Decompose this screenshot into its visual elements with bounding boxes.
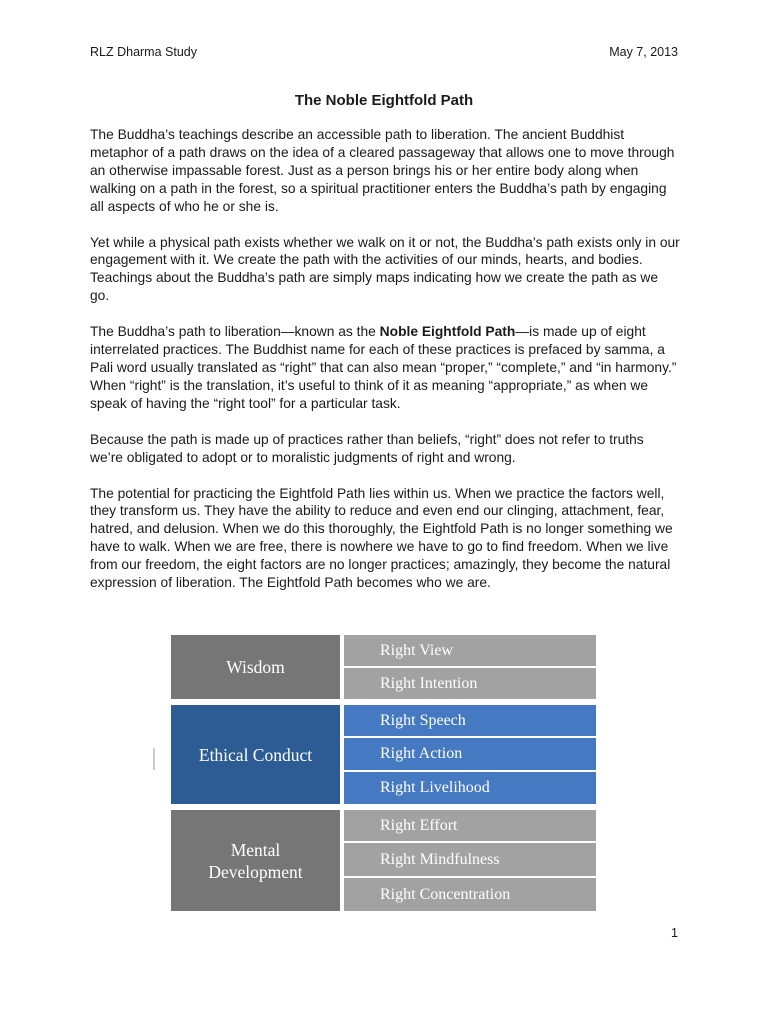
- page-header-left: RLZ Dharma Study: [90, 45, 197, 59]
- factor-label: Right Effort: [380, 816, 458, 834]
- factor-label: Right Intention: [380, 674, 478, 692]
- category-label: Wisdom: [226, 657, 285, 677]
- category-ethical-conduct: [171, 705, 340, 804]
- category-label: Ethical Conduct: [198, 744, 313, 765]
- paragraph-3-end: —is made up of eight interrelated practices. The Buddhist name for each of these practices is prefaced by samma, a Pali word usually translated as “right” that can also mean “proper,” “complete,” and “in harmony.” When “right” is the translation, it’s useful to think of it as meaning “appropriate,” as when we speak of having the “right tool” for a particular task.: [90, 324, 677, 411]
- paragraph-5: The potential for practicing the Eightfold Path lies within us. When we practice the factors well, they transform us. They have the ability to reduce and even end our clinging, attachment, fear, hatred, and delusion. When we do this thoroughly, the Eightfold Path is no longer something we have to walk. When we are free, there is nowhere we have to go to find freedom. When we live from our freedom, the eight factors are no longer practices; amazingly, they become the natural expression of liberation. The Eightfold Path becomes who we are.: [90, 485, 673, 591]
- body-text: [90, 126, 680, 610]
- factor-row: [344, 878, 596, 911]
- factor-label: Right Action: [380, 745, 463, 762]
- factor-label: Right Speech: [380, 711, 466, 729]
- factor-row: [344, 810, 596, 841]
- factor-row: [344, 738, 596, 770]
- category-wisdom: [171, 635, 340, 699]
- factor-label: Right View: [380, 641, 453, 659]
- category-label: Mental Development: [208, 839, 303, 882]
- factor-row: [344, 705, 596, 736]
- noble-eightfold-path-bold: Noble Eightfold Path: [379, 324, 516, 340]
- decorative-tick: [153, 748, 155, 770]
- factor-row: [344, 668, 596, 699]
- page-number: 1: [671, 926, 678, 940]
- factor-row: [344, 772, 596, 804]
- paragraph-2: Yet while a physical path exists whether we walk on it or not, the Buddha’s path exists only in our engagement with it. We create the path with the activities of our minds, hearts, and bodies. Teachings about the Buddha’s path are simply maps indicating how we create the path as we go.: [90, 234, 680, 304]
- eightfold-path-table: [171, 635, 596, 911]
- factor-label: Right Mindfulness: [380, 850, 500, 868]
- factor-row: [344, 843, 596, 876]
- category-mental-development: [171, 810, 340, 911]
- factor-label: Right Livelihood: [380, 779, 490, 796]
- paragraph-3-start: The Buddha’s path to liberation—known as the: [90, 324, 380, 340]
- paragraph-3: [90, 323, 680, 413]
- page-header-right: May 7, 2013: [609, 45, 678, 59]
- factor-row: [344, 635, 596, 666]
- factor-label: Right Concentration: [380, 885, 511, 903]
- document-title: The Noble Eightfold Path: [294, 92, 474, 109]
- paragraph-1: The Buddha’s teachings describe an accessible path to liberation. The ancient Buddhist metaphor of a path draws on the idea of a cleared passageway that allows one to move through an otherwise impassable forest. Just as a person brings his or her entire body along when walking on a path in the forest, so a spiritual practitioner enters the Buddha’s path by engaging all aspects of who he or she is.: [90, 127, 675, 214]
- paragraph-4: Because the path is made up of practices rather than beliefs, “right” does not refer to truths we’re obligated to adopt or to moralistic judgments of right and wrong.: [90, 431, 644, 465]
